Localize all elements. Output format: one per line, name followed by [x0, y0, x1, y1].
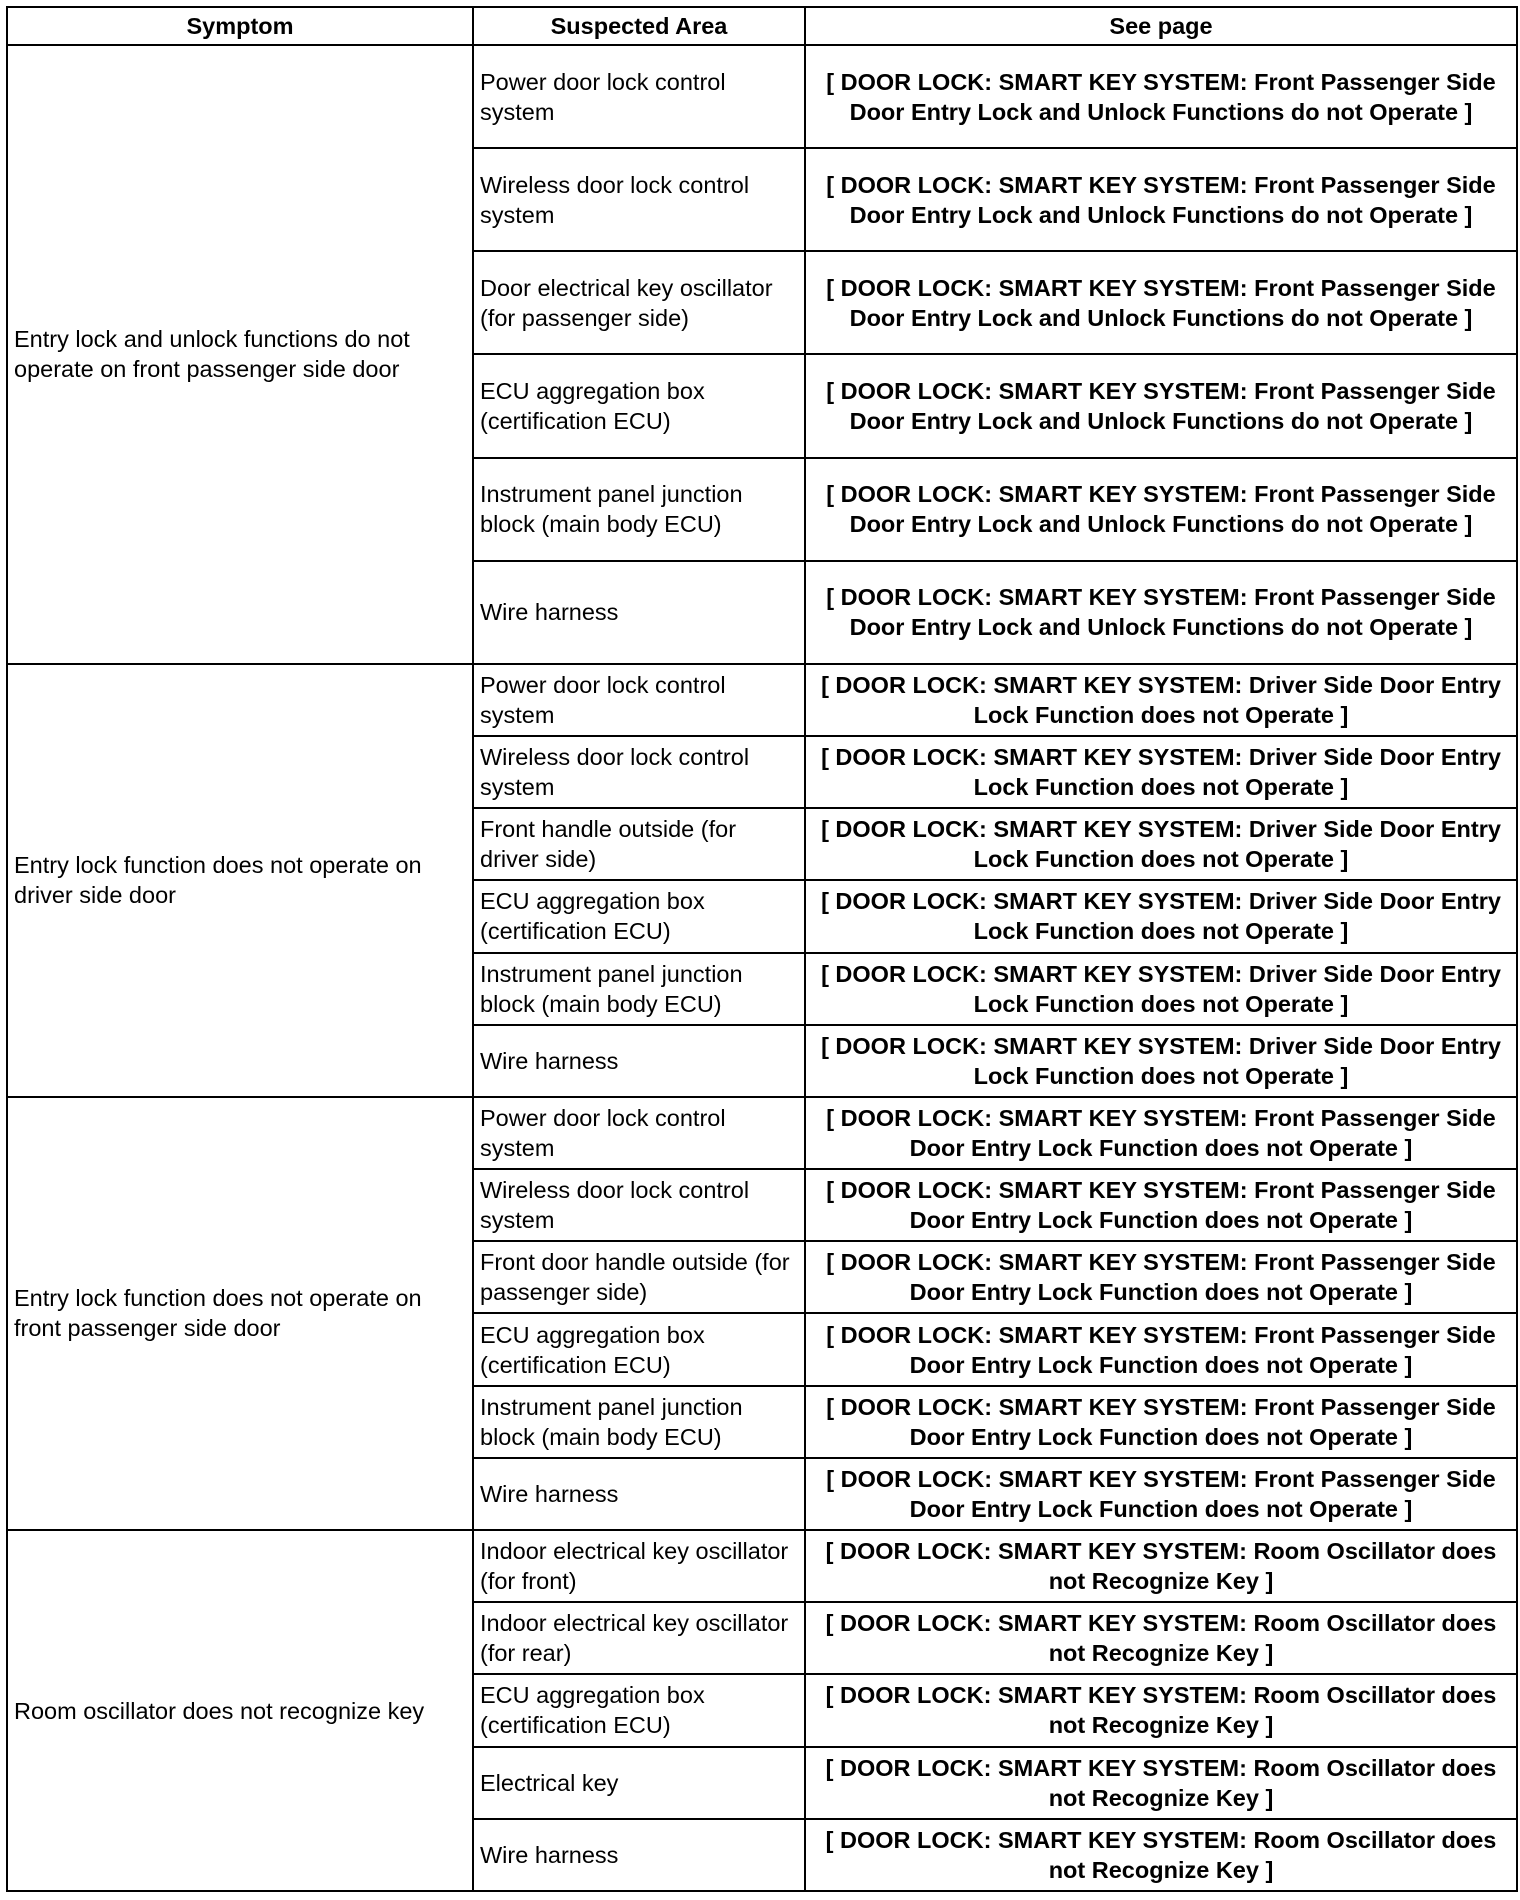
see-page-link[interactable]: [ DOOR LOCK: SMART KEY SYSTEM: Room Oscillator does not Recognize Key ] [805, 1819, 1517, 1891]
suspected-area-cell: ECU aggregation box (certification ECU) [473, 354, 805, 457]
suspected-area-cell: Front door handle outside (for passenger side) [473, 1241, 805, 1313]
see-page-link[interactable]: [ DOOR LOCK: SMART KEY SYSTEM: Driver Side Door Entry Lock Function does not Operate ] [805, 1025, 1517, 1097]
suspected-area-cell: Power door lock control system [473, 664, 805, 736]
symptom-cell: Entry lock function does not operate on driver side door [7, 664, 473, 1097]
see-page-link[interactable]: [ DOOR LOCK: SMART KEY SYSTEM: Front Passenger Side Door Entry Lock Function does not Operate ] [805, 1241, 1517, 1313]
table-row [7, 45, 1517, 148]
see-page-link[interactable]: [ DOOR LOCK: SMART KEY SYSTEM: Room Oscillator does not Recognize Key ] [805, 1674, 1517, 1746]
troubleshooting-table [6, 6, 1518, 1892]
suspected-area-cell: Power door lock control system [473, 45, 805, 148]
suspected-area-cell: Electrical key [473, 1747, 805, 1819]
suspected-area-cell: Wireless door lock control system [473, 1169, 805, 1241]
suspected-area-cell: Indoor electrical key oscillator (for rear) [473, 1602, 805, 1674]
table-row [7, 1530, 1517, 1602]
table-row [7, 1097, 1517, 1169]
see-page-link[interactable]: [ DOOR LOCK: SMART KEY SYSTEM: Room Oscillator does not Recognize Key ] [805, 1602, 1517, 1674]
see-page-link[interactable]: [ DOOR LOCK: SMART KEY SYSTEM: Front Passenger Side Door Entry Lock and Unlock Functions do not Operate ] [805, 354, 1517, 457]
see-page-link[interactable]: [ DOOR LOCK: SMART KEY SYSTEM: Driver Side Door Entry Lock Function does not Operate ] [805, 953, 1517, 1025]
see-page-link[interactable]: [ DOOR LOCK: SMART KEY SYSTEM: Front Passenger Side Door Entry Lock and Unlock Functions do not Operate ] [805, 251, 1517, 354]
suspected-area-cell: Instrument panel junction block (main body ECU) [473, 1386, 805, 1458]
see-page-link[interactable]: [ DOOR LOCK: SMART KEY SYSTEM: Room Oscillator does not Recognize Key ] [805, 1530, 1517, 1602]
see-page-link[interactable]: [ DOOR LOCK: SMART KEY SYSTEM: Front Passenger Side Door Entry Lock and Unlock Functions do not Operate ] [805, 458, 1517, 561]
suspected-area-cell: Wire harness [473, 561, 805, 664]
symptom-cell: Room oscillator does not recognize key [7, 1530, 473, 1891]
see-page-link[interactable]: [ DOOR LOCK: SMART KEY SYSTEM: Driver Side Door Entry Lock Function does not Operate ] [805, 736, 1517, 808]
suspected-area-cell: Instrument panel junction block (main body ECU) [473, 458, 805, 561]
troubleshooting-table-container [6, 6, 1516, 1892]
see-page-link[interactable]: [ DOOR LOCK: SMART KEY SYSTEM: Driver Side Door Entry Lock Function does not Operate ] [805, 808, 1517, 880]
suspected-area-cell: Front handle outside (for driver side) [473, 808, 805, 880]
header-see-page: See page [805, 7, 1517, 45]
see-page-link[interactable]: [ DOOR LOCK: SMART KEY SYSTEM: Room Oscillator does not Recognize Key ] [805, 1747, 1517, 1819]
see-page-link[interactable]: [ DOOR LOCK: SMART KEY SYSTEM: Front Passenger Side Door Entry Lock and Unlock Functions do not Operate ] [805, 561, 1517, 664]
suspected-area-cell: Wireless door lock control system [473, 148, 805, 251]
see-page-link[interactable]: [ DOOR LOCK: SMART KEY SYSTEM: Front Passenger Side Door Entry Lock Function does not Operate ] [805, 1386, 1517, 1458]
suspected-area-cell: Door electrical key oscillator (for passenger side) [473, 251, 805, 354]
suspected-area-cell: Indoor electrical key oscillator (for front) [473, 1530, 805, 1602]
symptom-cell: Entry lock and unlock functions do not operate on front passenger side door [7, 45, 473, 664]
header-row [7, 7, 1517, 45]
suspected-area-cell: Power door lock control system [473, 1097, 805, 1169]
see-page-link[interactable]: [ DOOR LOCK: SMART KEY SYSTEM: Front Passenger Side Door Entry Lock and Unlock Functions do not Operate ] [805, 45, 1517, 148]
header-suspected-area: Suspected Area [473, 7, 805, 45]
see-page-link[interactable]: [ DOOR LOCK: SMART KEY SYSTEM: Front Passenger Side Door Entry Lock Function does not Operate ] [805, 1313, 1517, 1385]
suspected-area-cell: Wire harness [473, 1458, 805, 1530]
header-symptom: Symptom [7, 7, 473, 45]
suspected-area-cell: ECU aggregation box (certification ECU) [473, 880, 805, 952]
table-row [7, 664, 1517, 736]
see-page-link[interactable]: [ DOOR LOCK: SMART KEY SYSTEM: Front Passenger Side Door Entry Lock and Unlock Functions do not Operate ] [805, 148, 1517, 251]
see-page-link[interactable]: [ DOOR LOCK: SMART KEY SYSTEM: Front Passenger Side Door Entry Lock Function does not Operate ] [805, 1458, 1517, 1530]
see-page-link[interactable]: [ DOOR LOCK: SMART KEY SYSTEM: Front Passenger Side Door Entry Lock Function does not Operate ] [805, 1169, 1517, 1241]
suspected-area-cell: Wire harness [473, 1819, 805, 1891]
see-page-link[interactable]: [ DOOR LOCK: SMART KEY SYSTEM: Driver Side Door Entry Lock Function does not Operate ] [805, 664, 1517, 736]
see-page-link[interactable]: [ DOOR LOCK: SMART KEY SYSTEM: Driver Side Door Entry Lock Function does not Operate ] [805, 880, 1517, 952]
suspected-area-cell: Instrument panel junction block (main body ECU) [473, 953, 805, 1025]
suspected-area-cell: Wireless door lock control system [473, 736, 805, 808]
see-page-link[interactable]: [ DOOR LOCK: SMART KEY SYSTEM: Front Passenger Side Door Entry Lock Function does not Operate ] [805, 1097, 1517, 1169]
suspected-area-cell: ECU aggregation box (certification ECU) [473, 1313, 805, 1385]
suspected-area-cell: ECU aggregation box (certification ECU) [473, 1674, 805, 1746]
symptom-cell: Entry lock function does not operate on front passenger side door [7, 1097, 473, 1530]
suspected-area-cell: Wire harness [473, 1025, 805, 1097]
